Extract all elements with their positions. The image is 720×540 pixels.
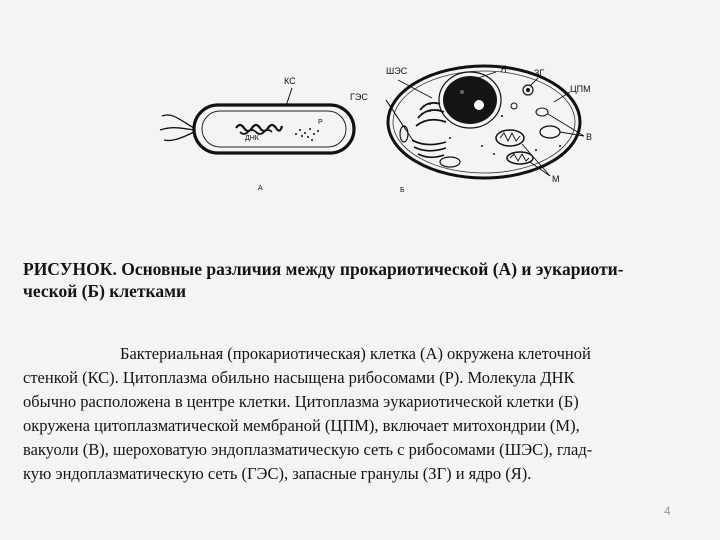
body-line: обычно расположена в центре клетки. Цитоплазма эукариотической клетки (Б) <box>23 392 579 411</box>
eukaryotic-cell <box>350 64 592 194</box>
body-line: вакуоли (В), шероховатую эндоплазматическую сеть с рибосомами (ШЭС), глад- <box>23 440 593 459</box>
label-dnk: ДНК <box>245 135 259 142</box>
label-cpm: ЦПМ <box>570 84 591 94</box>
body-line: Бактериальная (прокариотическая) клетка (А) окружена клеточной <box>120 344 591 363</box>
label-ya: Я <box>500 64 507 74</box>
label-r: Р <box>318 119 323 126</box>
cell-diagram <box>150 50 620 200</box>
label-shes: ШЭС <box>386 66 408 76</box>
page-number: 4 <box>664 504 671 518</box>
label-v: В <box>586 132 593 142</box>
body-paragraph <box>23 342 703 486</box>
label-m: М <box>552 174 560 184</box>
figure-caption <box>23 258 708 302</box>
prokaryotic-cell <box>160 76 354 192</box>
caption-line-1: РИСУНОК. Основные различия между прокариотической (А) и эукариоти- <box>23 259 624 279</box>
body-line: окружена цитоплазматической мембраной (ЦПМ), включает митохондрии (М), <box>23 416 580 435</box>
label-ks: КС <box>284 76 296 86</box>
body-line: стенкой (КС). Цитоплазма обильно насыщена рибосомами (Р). Молекула ДНК <box>23 368 575 387</box>
cell-comparison-figure <box>150 50 620 200</box>
label-a: А <box>258 185 263 192</box>
label-b: Б <box>400 187 405 194</box>
label-ges: ГЭС <box>350 92 368 102</box>
caption-line-2: ческой (Б) клетками <box>23 281 187 301</box>
body-line: кую эндоплазматическую сеть (ГЭС), запасные гранулы (ЗГ) и ядро (Я). <box>23 464 532 483</box>
label-zg: ЗГ <box>534 68 545 78</box>
